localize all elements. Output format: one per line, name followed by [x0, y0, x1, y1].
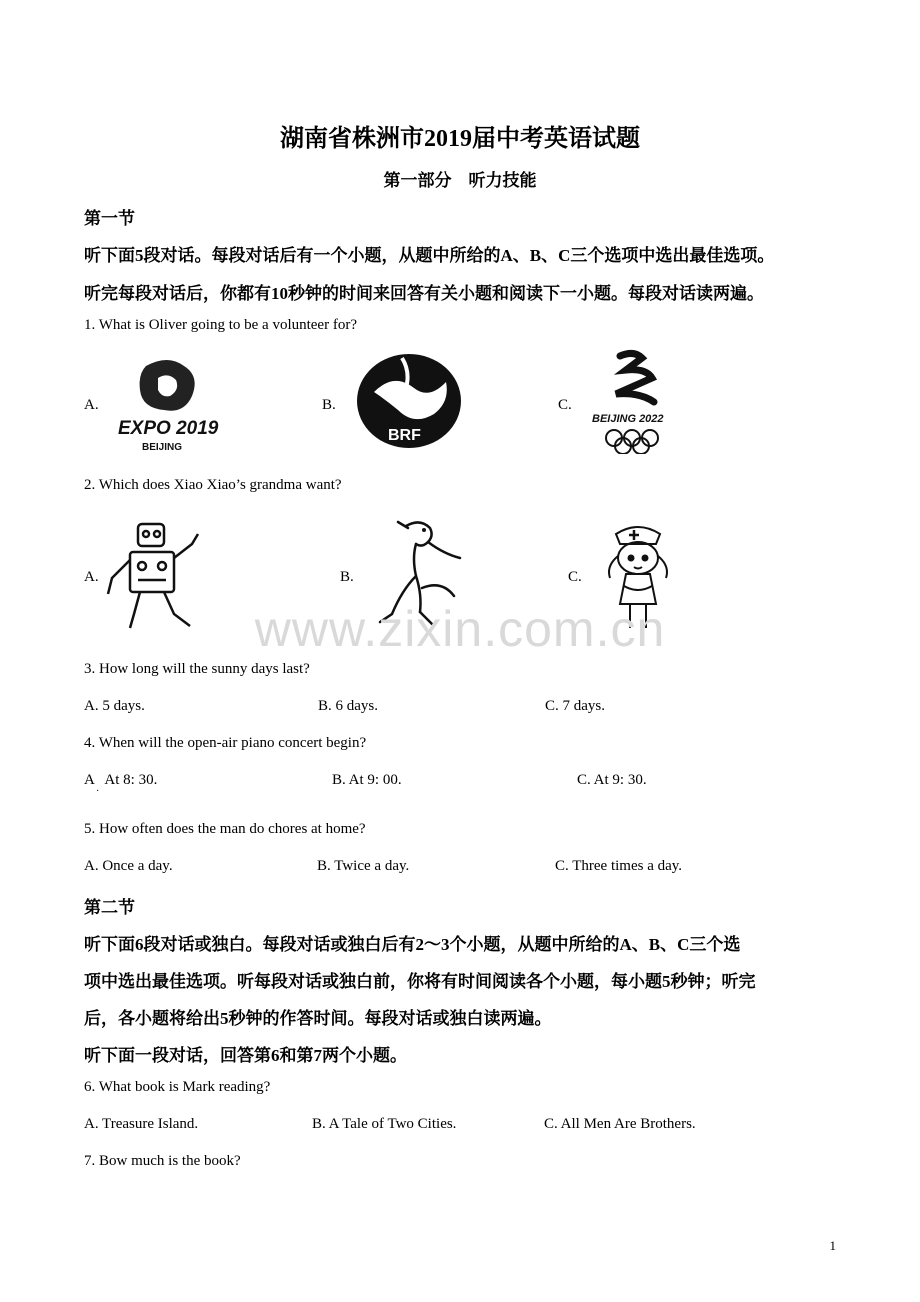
q6-option-a: A. Treasure Island. [84, 1116, 199, 1132]
watermark: www.zixin.com.cn [254, 601, 666, 657]
question-1: 1. What is Oliver going to be a volunteer for? [84, 317, 357, 333]
q1-option-a-label: A. [84, 397, 99, 413]
q3-option-a: A. 5 days. [84, 698, 145, 714]
section-2-heading: 第二节 [84, 898, 135, 917]
q2-option-c-label: C. [568, 569, 582, 585]
q5-option-b: B. Twice a day. [317, 858, 410, 874]
q5-option-c: C. Three times a day. [555, 858, 683, 874]
question-4: 4. When will the open-air piano concert begin? [84, 735, 367, 751]
q4-option-b: B. At 9: 00. [332, 772, 402, 788]
q6-option-b: B. A Tale of Two Cities. [312, 1116, 457, 1132]
q6-option-c: C. All Men Are Brothers. [544, 1116, 696, 1132]
section-2-instruction-line-3: 后，各小题将给出5秒钟的作答时间。每段对话或独白读两遍。 [84, 1009, 552, 1028]
expo-2019-logo-image [118, 356, 222, 454]
brf-logo-image [354, 352, 464, 450]
expo-logo-subtext: BEIJING [142, 442, 183, 453]
section-1-instruction-line-2: 听完每段对话后，你都有10秒钟的时间来回答有关小题和阅读下一小题。每段对话读两遍。 [84, 284, 764, 303]
q2-option-b-label: B. [340, 569, 354, 585]
q1-option-c-label: C. [558, 397, 572, 413]
q3-option-b: B. 6 days. [318, 698, 378, 714]
beijing-logo-text: BEIJING 2022 [592, 413, 664, 425]
section-1-heading: 第一节 [84, 209, 135, 228]
brf-logo-text: BRF [388, 427, 421, 444]
question-7: 7. Bow much is the book? [84, 1153, 241, 1169]
q4-option-c: C. At 9: 30. [577, 772, 647, 788]
part-heading: 第一部分 听力技能 [383, 171, 537, 190]
q2-option-a-label: A. [84, 569, 99, 585]
q3-option-c: C. 7 days. [545, 698, 605, 714]
page-title: 湖南省株洲市2019届中考英语试题 [280, 126, 640, 152]
q5-option-a: A. Once a day. [84, 858, 173, 874]
section-2-instruction-line-4: 听下面一段对话，回答第6和第7两个小题。 [84, 1046, 407, 1065]
q1-option-b-label: B. [322, 397, 336, 413]
beijing-2022-logo-image [590, 348, 682, 454]
expo-logo-text: EXPO 2019 [118, 418, 219, 439]
q4-option-a: A At 8: 30. [84, 772, 158, 788]
question-5: 5. How often does the man do chores at home? [84, 821, 366, 837]
question-6: 6. What book is Mark reading? [84, 1079, 271, 1095]
section-2-instruction-line-2: 项中选出最佳选项。听每段对话或独白前，你将有时间阅读各个小题，每小题5秒钟；听完 [84, 972, 756, 991]
stray-dot: · [96, 786, 100, 797]
question-2: 2. Which does Xiao Xiao’s grandma want? [84, 477, 342, 493]
page-number: 1 [829, 1238, 836, 1253]
section-2-instruction-line-1: 听下面6段对话或独白。每段对话或独白后有2～3个小题，从题中所给的A、B、C三个选 [84, 935, 741, 954]
question-3: 3. How long will the sunny days last? [84, 661, 310, 677]
section-1-instruction-line-1: 听下面5段对话。每段对话后有一个小题，从题中所给的A、B、C三个选项中选出最佳选项。 [84, 246, 775, 265]
